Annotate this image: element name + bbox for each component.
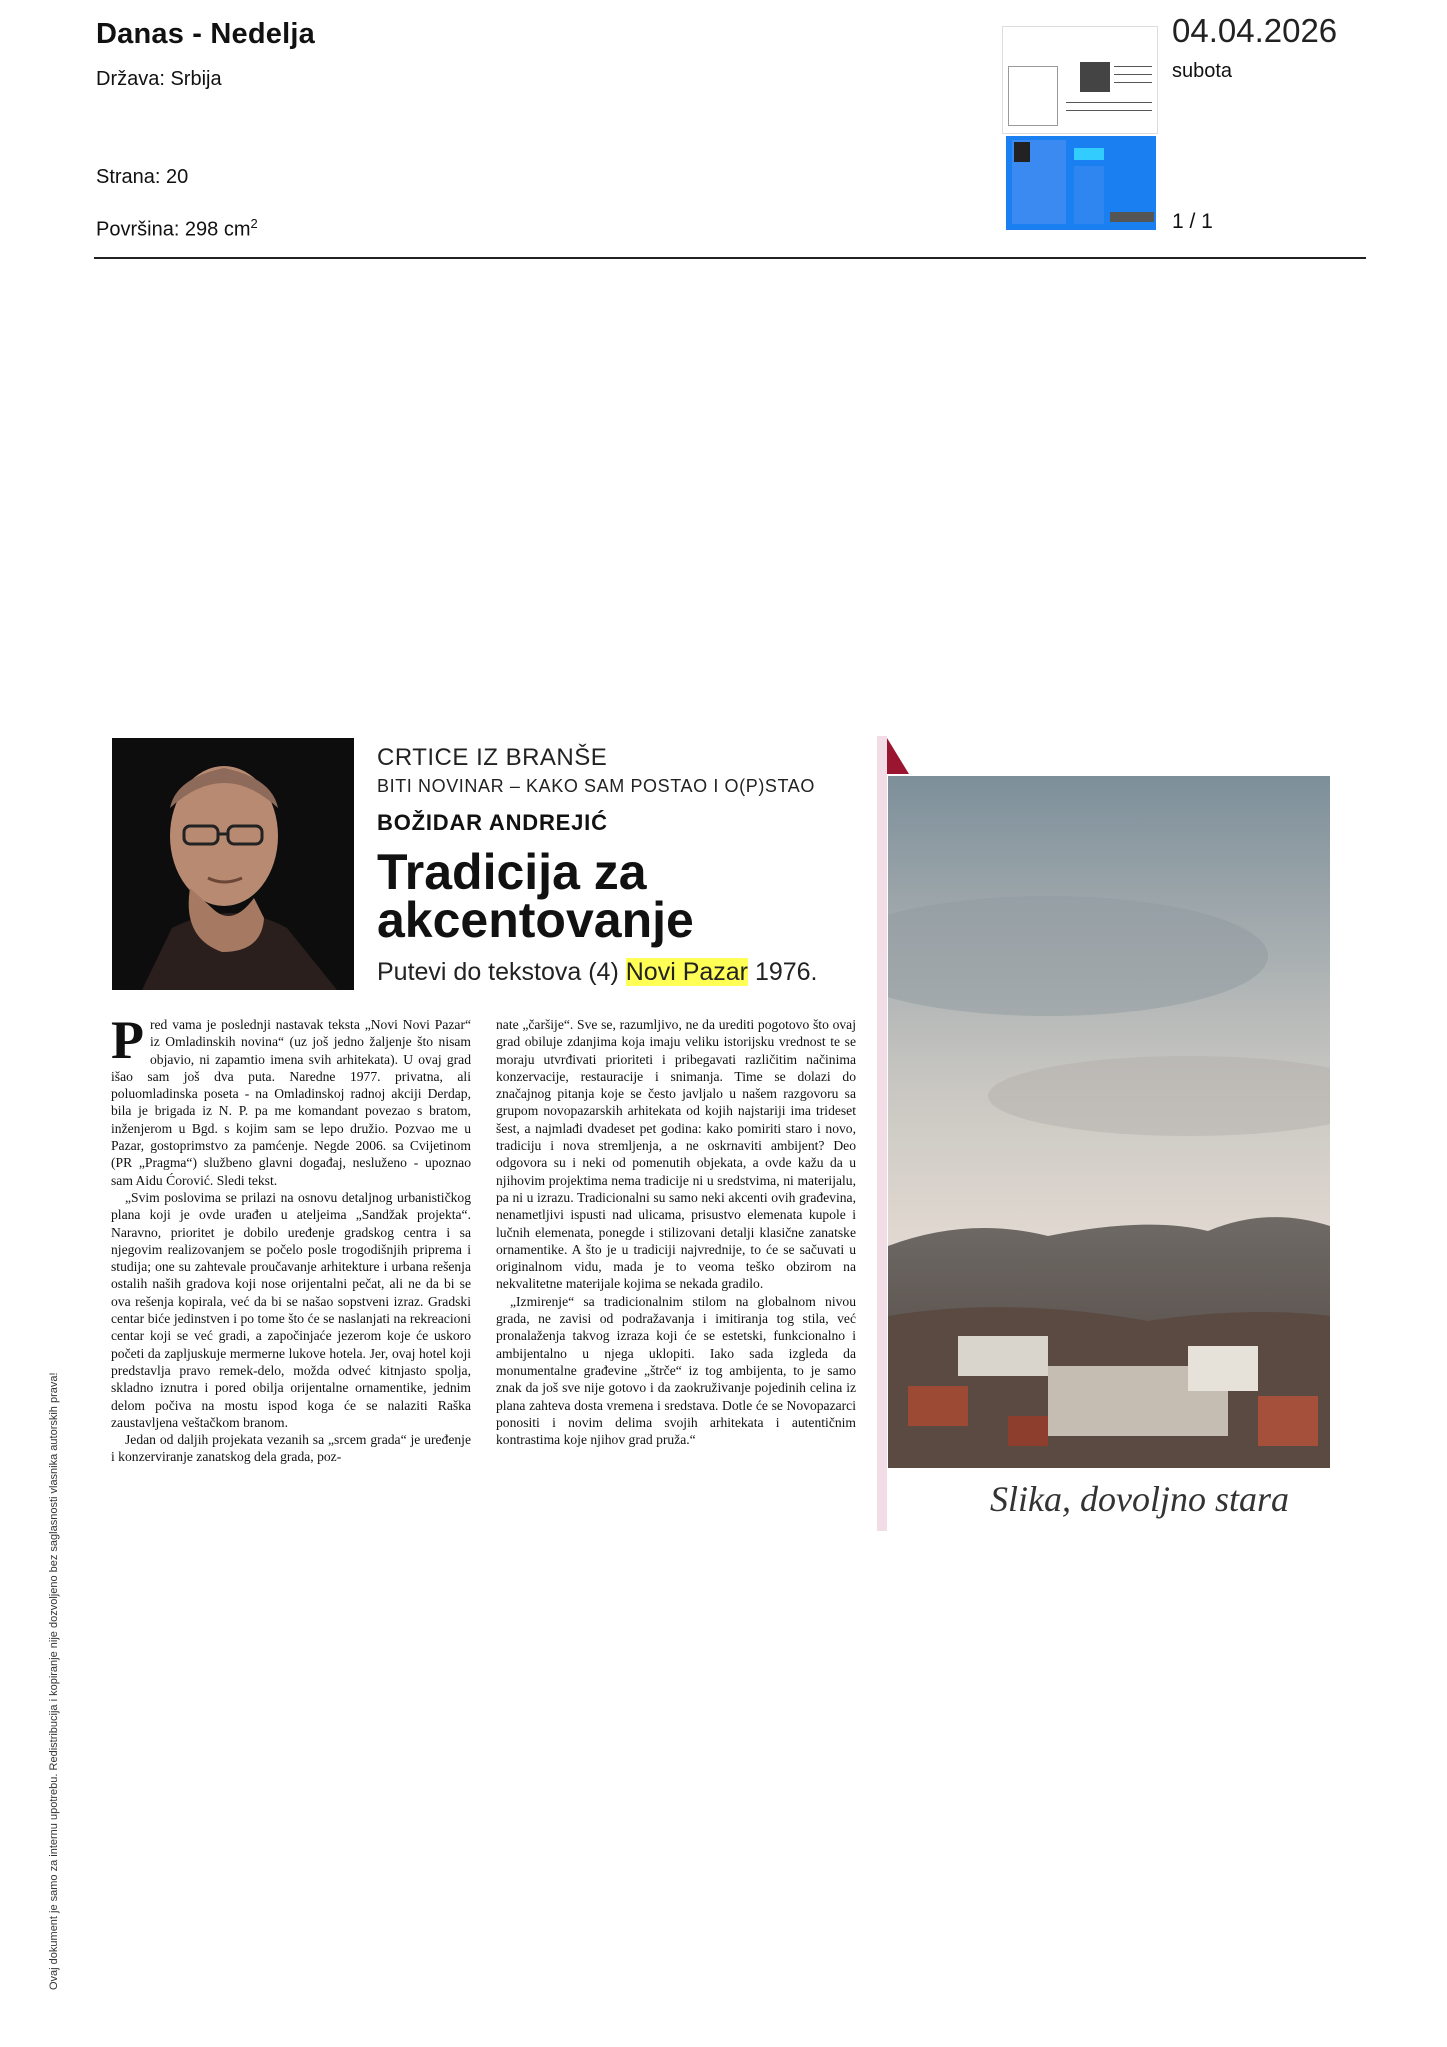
country-label: Država: Srbija (96, 68, 222, 90)
city-panorama-illustration (888, 776, 1330, 1468)
thumbnail-illustration (1008, 66, 1058, 126)
paragraph: Jedan od daljih projekata vezanih sa „srcem grada“ je uređenje i konzerviranje zanatskog dela grada, poz- (111, 1432, 471, 1465)
paragraph: „Svim poslovima se prilazi na osnovu detaljnog urbanističkog plana koji je ovde urađen u ateljeima „Sandžak projekta“. Naravno, prioritet je dobilo uređenje gradskog centra i sa njegovim realizovanjem se počelo posle trogodišnjih priprema i studija; one su zahtevale proučavanje arhitekture i urbana rešenja ostalih naših gradova koji nose orijentalni pečat, ali ne da bi se ova rešenja kopirala, već da bi se našao sopstveni izraz. Gradski centar biće jedinstven i po tome što će se naslanjati na rekreacioni centar koji se već gradi, a započinjaće jezerom koje će uskoro početi da zapljuskuje mermerne lukove hotela. Jer, ovaj hotel koji predstavlja pravo remek-delo, možda odveć kitnjasto spolja, skladno iznutra i pored obilja orijentalne ornamentike, jednim delom počiva na mostu ispod koga će se nalaziti Raška zaustavljena veštačkom branom. (111, 1189, 471, 1430)
area-text: Površina: 298 cm (96, 218, 251, 241)
publication-name: Danas - Nedelja (96, 18, 315, 50)
copyright-notice: Ovaj dokument je samo za internu upotrebu. Redistribucija i kopiranje nije dozvoljeno bez saglasnosti vlasnika autorskih prava! (48, 1372, 60, 1990)
paragraph: „Izmirenje“ sa tradicionalnim stilom na globalnom nivou grada, ne zavisi od podražavanja i imitiranja tog stila, već pronalaženja takvog izraza koji će se estetski, funkcionalno i ambijentalno u njega uklopiti. Iako sada izgleda da monumentalne građevine „štrče“ iz tog ambijenta, to je samo znak da još sve nije gotovo i da zaokruživanje pojedinih celina iz plana zahteva dosta vremena i sredstava. Dotle će se Novopazarci ponositi i novim delima svojih arhitekata i autentičnim kontrastima koje njihov grad pruža.“ (496, 1293, 856, 1448)
page-count: 1 / 1 (1172, 210, 1213, 233)
area-superscript: 2 (250, 216, 258, 231)
thumbnail-portrait (1080, 62, 1110, 92)
thumbnail-small-photo (1014, 142, 1030, 162)
photo-caption: Slika, dovoljno stara (990, 1479, 1289, 1519)
section-accent-tab (887, 738, 909, 774)
thumbnail-text-line (1066, 102, 1152, 103)
series-title: BITI NOVINAR – KAKO SAM POSTAO I O(P)STAO (377, 776, 816, 796)
author-name: BOŽIDAR ANDREJIĆ (377, 810, 608, 835)
author-portrait-illustration (112, 738, 354, 990)
city-photo (888, 776, 1330, 1468)
thumbnail-text-line (1066, 110, 1152, 111)
weekday-label: subota (1172, 60, 1233, 82)
header-divider (94, 257, 1366, 259)
thumbnail-mid-block (1074, 166, 1104, 224)
subtitle-year: 1976. (748, 958, 818, 986)
subtitle-text: Putevi do tekstova (4) (377, 958, 626, 986)
thumbnail-text-line (1114, 74, 1152, 75)
area-label (96, 216, 258, 242)
author-photo (112, 738, 354, 990)
subtitle-highlight: Novi Pazar (625, 958, 748, 986)
article-subtitle (377, 958, 818, 987)
paragraph (111, 1010, 471, 1189)
article-column-2 (496, 1016, 856, 1448)
article-column-1 (111, 1010, 471, 1466)
section-kicker: CRTICE IZ BRANŠE (377, 744, 608, 771)
drop-cap: P (111, 1010, 144, 1070)
thumbnail-strip (1110, 212, 1154, 222)
publication-date: 04.04.2026 (1172, 12, 1338, 49)
page-number-label: Strana: 20 (96, 166, 189, 188)
article-title: Tradicija za akcentovanje (377, 844, 694, 948)
page-thumbnail[interactable] (1002, 26, 1158, 230)
column-divider (877, 736, 887, 1531)
paragraph: nate „čaršije“. Sve se, razumljivo, ne da urediti pogotovo što ovaj grad obiluje zdanjima koja imaju veliku istorijsku vrednost te se moraju utvrđivati prioriteti i pribegavati različitim načinima konzervacije, restauracije i snimanja. Time se dolazi do značajnog pitanja koje se često javljalo u našem razgovoru sa grupom novopazarskih arhitekata od kojih najstariji ima trideset šest, a najmlađi dvadeset pet godina: kako pomiriti staro i novo, tradiciju i nova stremljenja, a ne oskrnaviti ambijent? Deo odgovora su i neki od pomenutih objekata, a ovde kažu da u njihovim projektima nema tradicije ni u sredstvima, ni materijalu, pa ni u izrazu. Tradicionalni su samo neki akcenti ovih građevina, nenametljivi ispusti nad ulicama, prisustvo elemenata kupole i lučnih elemenata, ponegde i stilizovani detalji klasične zanatske ornamentike. A što je u tradiciji najvrednije, to će se sačuvati u originalnom vidu, mada je to veoma teško obzirom na nekvalitetne materijale kojima se nekada gradilo. (496, 1017, 856, 1292)
thumbnail-label (1074, 148, 1104, 160)
paragraph-text: red vama je poslednji nastavak teksta „Novi Novi Pazar“ iz Omladinskih novina“ (uz još jedno žaljenje što nisam objavio, ni zapamtio imena svih arhitekata). U ovaj grad išao sam još dva puta. Naredne 1977. privatna, ali poluomladinska poseta - na Omladinskoj radnoj akciji Derdap, bila je brigada iz N. P. pa me komandant povezao s bratom, inženjerom u Bgd. s kojim sam se lepo družio. Pozvao me u Pazar, gostoprimstvo za pamćenje. Negde 2006. sa Cvijetinom (PR „Pragma“) službeno glavni događaj, nesluženo - upoznao sam Aidu Ćorović. Sledi tekst. (111, 1017, 471, 1188)
thumbnail-text-line (1114, 82, 1152, 83)
thumbnail-text-line (1114, 66, 1152, 67)
